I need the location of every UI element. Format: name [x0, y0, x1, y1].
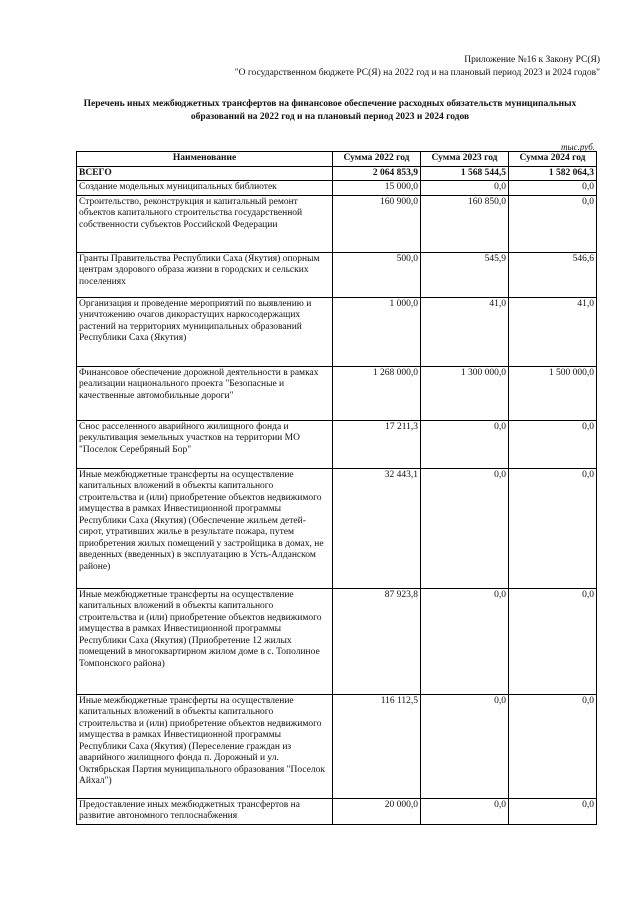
row-value-2023: 0,0 — [421, 181, 509, 196]
row-name: Иные межбюджетные трансферты на осуществление капитальных вложений в объекты капитального строительства и (или) приобретение объектов недвижимого имущества в рамках Инвестиционной программы Республики Саха (Якутия) (Переселение граждан из аварийного жилищного фонда п. Дорожный и ул. Октябрьская Партия муниципального образования "Поселок Айхал") — [77, 694, 333, 798]
appendix-header — [140, 54, 600, 80]
total-2022: 2 064 853,9 — [333, 166, 421, 181]
table-row — [77, 420, 597, 468]
row-value-2024: 546,6 — [509, 252, 597, 297]
table-row — [77, 694, 597, 798]
row-value-2022: 17 211,3 — [333, 420, 421, 468]
row-value-2022: 87 923,8 — [333, 588, 421, 694]
column-header-2022: Сумма 2022 год — [333, 152, 421, 167]
row-value-2022: 500,0 — [333, 252, 421, 297]
row-value-2022: 160 900,0 — [333, 195, 421, 252]
table-row — [77, 588, 597, 694]
row-value-2024: 0,0 — [509, 420, 597, 468]
row-name: Организация и проведение мероприятий по выявлению и уничтожению очагов дикорастущих наркосодержащих растений на территориях муниципальных образований Республики Саха (Якутия) — [77, 297, 333, 366]
row-value-2022: 32 443,1 — [333, 468, 421, 588]
appendix-line-1: Приложение №16 к Закону РС(Я) — [464, 55, 600, 65]
row-value-2024: 0,0 — [509, 694, 597, 798]
table-row — [77, 181, 597, 196]
row-value-2022: 1 268 000,0 — [333, 366, 421, 420]
row-value-2023: 1 300 000,0 — [421, 366, 509, 420]
table-header-row — [77, 152, 597, 167]
row-name: Строительство, реконструкция и капитальный ремонт объектов капитального строительства государственной собственности субъектов Российской Федерации — [77, 195, 333, 252]
row-value-2023: 0,0 — [421, 420, 509, 468]
appendix-line-2: "О государственном бюджете РС(Я) на 2022 год и на плановый период 2023 и 2024 годов" — [234, 68, 600, 78]
row-value-2023: 545,9 — [421, 252, 509, 297]
row-name: Иные межбюджетные трансферты на осуществление капитальных вложений в объекты капитального строительства и (или) приобретение объектов недвижимого имущества в рамках Инвестиционной программы Республики Саха (Якутия) (Обеспечение жильем детей-сирот, утративших жилье в результате пожара, путем приобретения жилых помещений у застройщика в домах, не введенных (введенных) в эксплуатацию в Усть-Алданском районе) — [77, 468, 333, 588]
row-name: Иные межбюджетные трансферты на осуществление капитальных вложений в объекты капитального строительства и (или) приобретение объектов недвижимого имущества в рамках Инвестиционной программы Республики Саха (Якутия) (Приобретение 12 жилых помещений в многоквартирном жилом доме в с. Тополиное Томпонского района) — [77, 588, 333, 694]
row-value-2024: 41,0 — [509, 297, 597, 366]
table-row — [77, 366, 597, 420]
table-total-row — [77, 166, 597, 181]
row-value-2024: 0,0 — [509, 798, 597, 824]
row-value-2024: 1 500 000,0 — [509, 366, 597, 420]
transfers-table — [76, 151, 597, 825]
row-value-2023: 0,0 — [421, 468, 509, 588]
table-row — [77, 297, 597, 366]
row-name: Предоставление иных межбюджетных трансфертов на развитие автономного теплоснабжения — [77, 798, 333, 824]
unit-label: тыс.руб. — [561, 142, 595, 152]
total-2023: 1 568 544,5 — [421, 166, 509, 181]
column-header-name: Наименование — [77, 152, 333, 167]
row-name: Снос расселенного аварийного жилищного фонда и рекультивация земельных участков на территории МО "Поселок Серебряный Бор" — [77, 420, 333, 468]
table-row — [77, 195, 597, 252]
column-header-2023: Сумма 2023 год — [421, 152, 509, 167]
row-value-2024: 0,0 — [509, 468, 597, 588]
row-name: Гранты Правительства Республики Саха (Якутия) опорным центрам здорового образа жизни в городских и сельских поселениях — [77, 252, 333, 297]
row-value-2022: 20 000,0 — [333, 798, 421, 824]
column-header-2024: Сумма 2024 год — [509, 152, 597, 167]
row-value-2024: 0,0 — [509, 195, 597, 252]
total-label: ВСЕГО — [77, 166, 333, 181]
row-value-2023: 0,0 — [421, 588, 509, 694]
row-value-2022: 15 000,0 — [333, 181, 421, 196]
row-value-2024: 0,0 — [509, 181, 597, 196]
table-row — [77, 798, 597, 824]
table-row — [77, 252, 597, 297]
row-value-2023: 0,0 — [421, 694, 509, 798]
row-value-2023: 160 850,0 — [421, 195, 509, 252]
row-value-2023: 41,0 — [421, 297, 509, 366]
row-value-2022: 1 000,0 — [333, 297, 421, 366]
row-name: Создание модельных муниципальных библиотек — [77, 181, 333, 196]
document-title: Перечень иных межбюджетных трансфертов на финансовое обеспечение расходных обязательств муниципальных образований на 2022 год и на плановый период 2023 и 2024 годов — [83, 99, 577, 122]
row-value-2024: 0,0 — [509, 588, 597, 694]
row-value-2023: 0,0 — [421, 798, 509, 824]
row-name: Финансовое обеспечение дорожной деятельности в рамках реализации национального проекта "Безопасные и качественные автомобильные дороги" — [77, 366, 333, 420]
total-2024: 1 582 064,3 — [509, 166, 597, 181]
table-row — [77, 468, 597, 588]
row-value-2022: 116 112,5 — [333, 694, 421, 798]
